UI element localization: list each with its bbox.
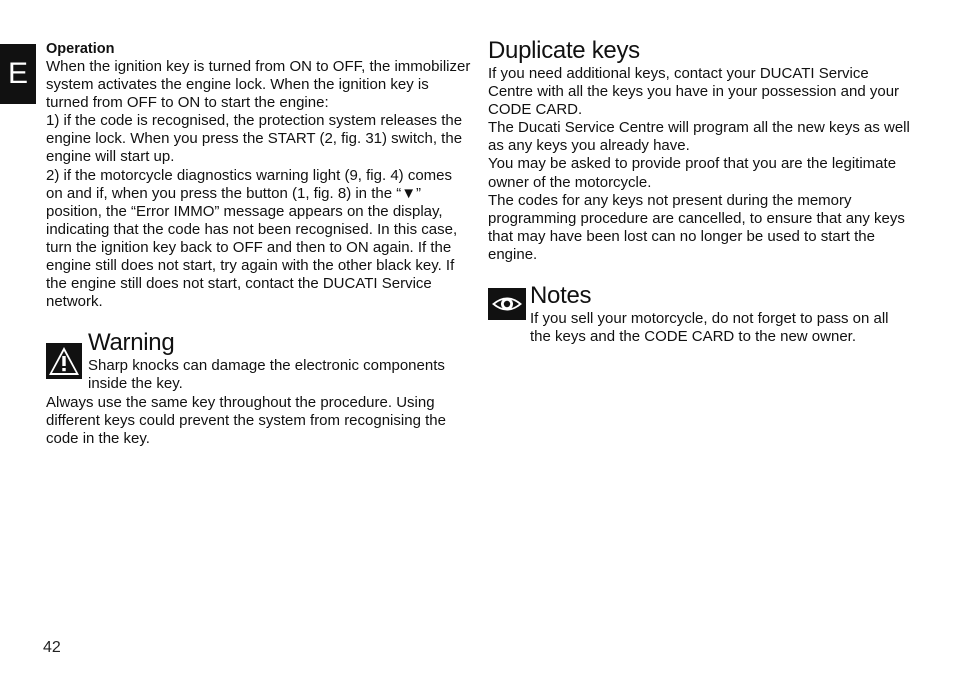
operation-title: Operation	[46, 41, 115, 57]
duplicate-paragraph-1: If you need additional keys, contact your DUCATI Service Centre with all the keys you have in your possession and your CODE CARD.	[488, 65, 900, 119]
language-tab-letter: E	[7, 57, 28, 90]
operation-section	[46, 40, 471, 311]
warning-triangle-icon	[46, 343, 82, 379]
duplicate-paragraph-3: You may be asked to provide proof that you are the legitimate owner of the motorcycle.	[488, 155, 897, 191]
right-column	[488, 37, 913, 346]
duplicate-keys-title: Duplicate keys	[488, 37, 640, 64]
warning-paragraph-1: Sharp knocks can damage the electronic components inside the key.	[88, 357, 445, 393]
page-number: 42	[43, 639, 61, 656]
notes-section	[488, 282, 913, 346]
duplicate-paragraph-2: The Ducati Service Centre will program all the new keys as well as any keys you already have.	[488, 119, 910, 155]
duplicate-paragraph-4: The codes for any keys not present during the memory programming procedure are cancelled, to ensure that any keys that may have been lost can no longer be used to start the engine.	[488, 191, 905, 263]
duplicate-keys-section	[488, 37, 913, 264]
warning-section	[46, 329, 471, 447]
warning-paragraph-2: Always use the same key throughout the procedure. Using different keys could prevent the system from recognising the code in the key.	[46, 393, 446, 447]
notes-paragraph-1: If you sell your motorcycle, do not forget to pass on all the keys and the CODE CARD to the new owner.	[530, 310, 889, 346]
eye-icon	[488, 288, 526, 320]
warning-title: Warning	[88, 329, 175, 357]
operation-paragraph-3: 2) if the motorcycle diagnostics warning light (9, fig. 4) comes on and if, when you press the button (1, fig. 8) in the “▼” position, the “Error IMMO” message appears on the display, indicating that the code has not been recognised. In this case, turn the ignition key back to OFF and then to ON again. If the engine still does not start, try again with the other black key. If the engine still does not start, contact the DUCATI Service network.	[46, 166, 458, 311]
notes-title: Notes	[530, 282, 592, 310]
operation-paragraph-2: 1) if the code is recognised, the protection system releases the engine lock. When you press the START (2, fig. 31) switch, the engine will start up.	[46, 112, 463, 166]
language-tab	[0, 44, 36, 104]
left-column	[46, 40, 471, 448]
operation-paragraph-1: When the ignition key is turned from ON to OFF, the immobilizer system activates the engine lock. When the ignition key is turned from OFF to ON to start the engine:	[46, 58, 471, 112]
